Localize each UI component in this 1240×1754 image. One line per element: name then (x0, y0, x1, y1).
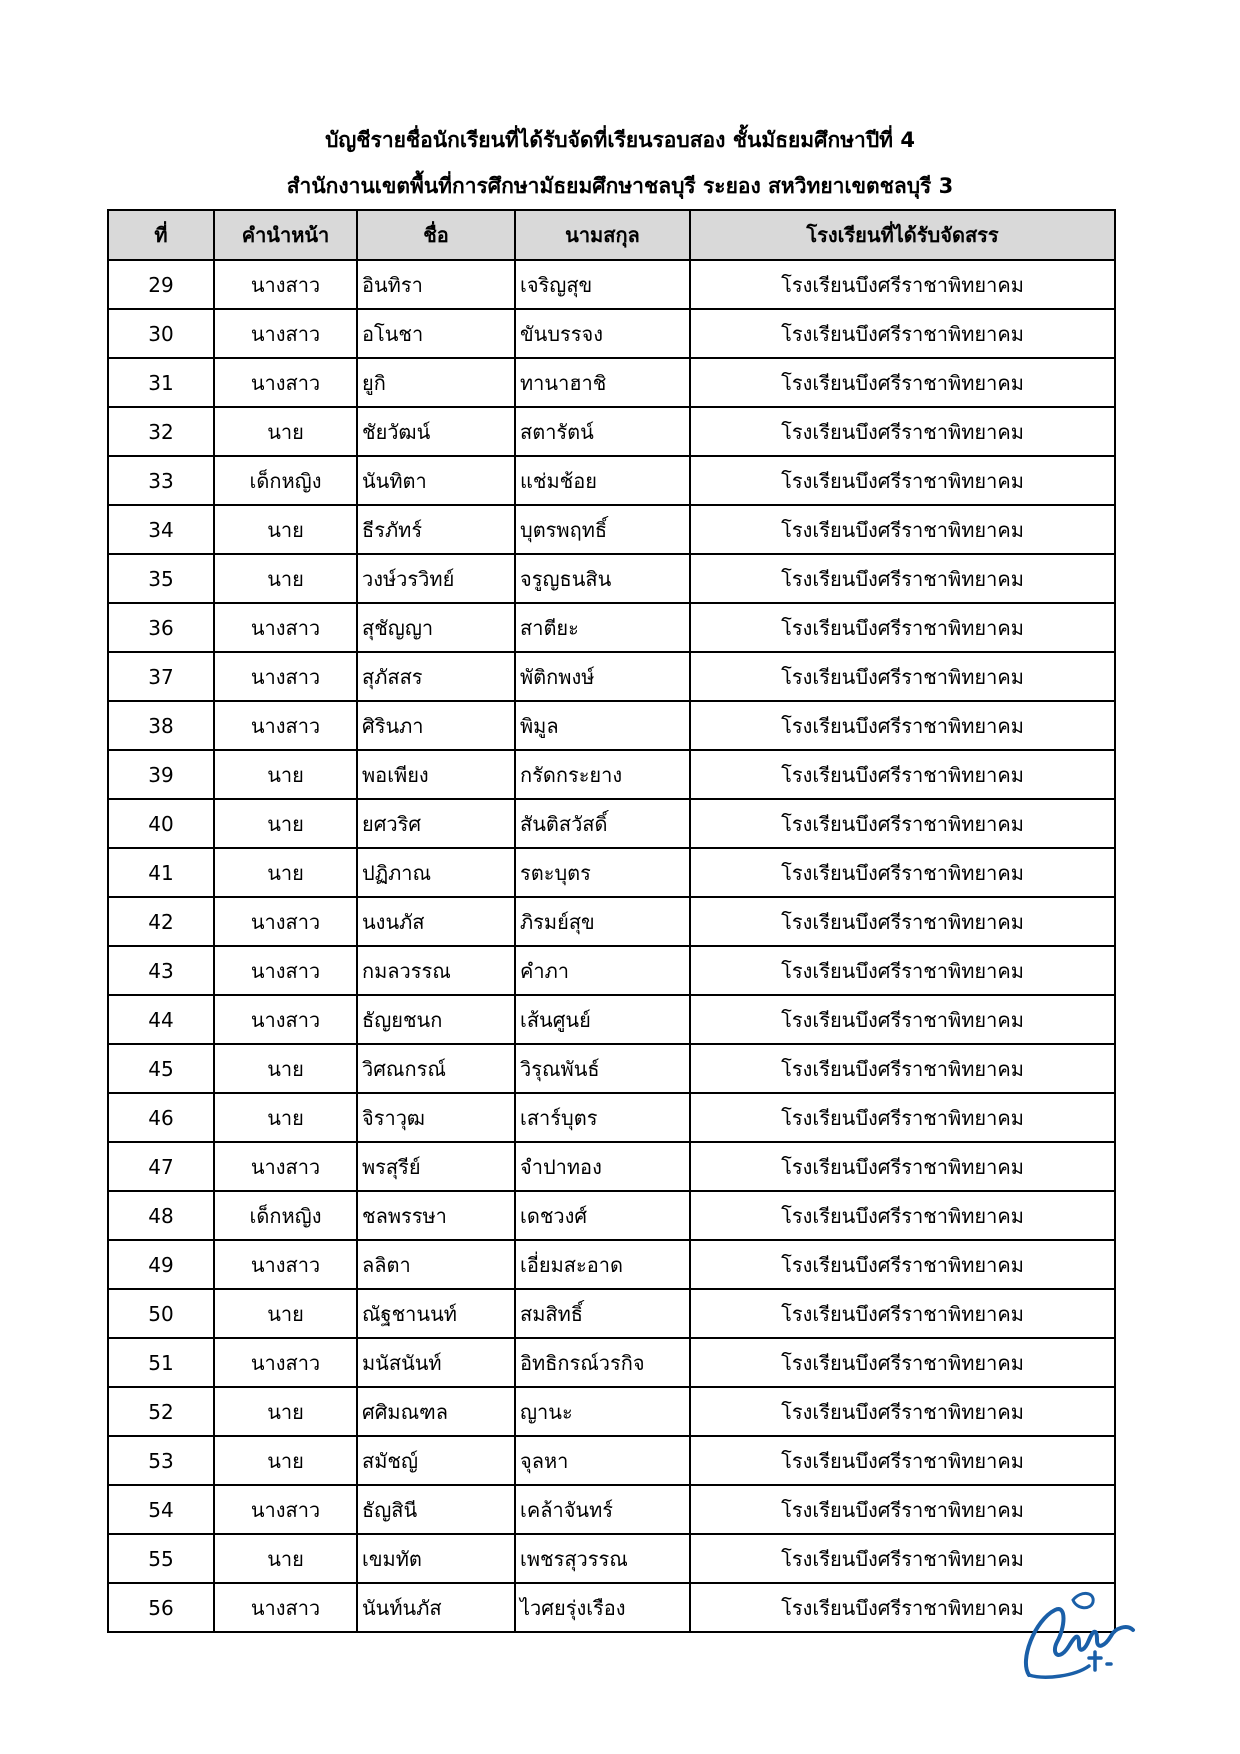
cell-prefix: นางสาว (214, 1338, 357, 1387)
table-row (108, 1191, 1115, 1240)
table-row (108, 897, 1115, 946)
table-row (108, 1534, 1115, 1583)
cell-number: 41 (108, 848, 214, 897)
cell-number: 47 (108, 1142, 214, 1191)
cell-last-name: สมสิทธิ์ (515, 1289, 690, 1338)
cell-last-name: รตะบุตร (515, 848, 690, 897)
table-row (108, 554, 1115, 603)
cell-number: 51 (108, 1338, 214, 1387)
cell-school: โรงเรียนบึงศรีราชาพิทยาคม (690, 897, 1115, 946)
cell-number: 36 (108, 603, 214, 652)
cell-prefix: นาย (214, 1436, 357, 1485)
cell-school: โรงเรียนบึงศรีราชาพิทยาคม (690, 603, 1115, 652)
cell-school: โรงเรียนบึงศรีราชาพิทยาคม (690, 1044, 1115, 1093)
cell-number: 34 (108, 505, 214, 554)
cell-first-name: ธัญสินี (357, 1485, 515, 1534)
cell-number: 31 (108, 358, 214, 407)
table-row (108, 1093, 1115, 1142)
cell-last-name: บุตรพฤทธิ์ (515, 505, 690, 554)
cell-prefix: นาย (214, 1387, 357, 1436)
cell-first-name: อโนชา (357, 309, 515, 358)
cell-last-name: จุลหา (515, 1436, 690, 1485)
cell-first-name: วงษ์วรวิทย์ (357, 554, 515, 603)
cell-number: 54 (108, 1485, 214, 1534)
cell-first-name: พรสุรีย์ (357, 1142, 515, 1191)
cell-prefix: นาย (214, 1093, 357, 1142)
cell-school: โรงเรียนบึงศรีราชาพิทยาคม (690, 1191, 1115, 1240)
cell-last-name: เดชวงศ์ (515, 1191, 690, 1240)
cell-number: 42 (108, 897, 214, 946)
cell-last-name: เพชรสุวรรณ (515, 1534, 690, 1583)
cell-first-name: จิราวุฒ (357, 1093, 515, 1142)
cell-school: โรงเรียนบึงศรีราชาพิทยาคม (690, 1240, 1115, 1289)
cell-number: 46 (108, 1093, 214, 1142)
cell-school: โรงเรียนบึงศรีราชาพิทยาคม (690, 1142, 1115, 1191)
header-prefix: คำนำหน้า (214, 210, 357, 260)
cell-last-name: เคล้าจันทร์ (515, 1485, 690, 1534)
cell-school: โรงเรียนบึงศรีราชาพิทยาคม (690, 1583, 1115, 1632)
cell-school: โรงเรียนบึงศรีราชาพิทยาคม (690, 1289, 1115, 1338)
table-row (108, 1338, 1115, 1387)
cell-number: 52 (108, 1387, 214, 1436)
cell-prefix: นางสาว (214, 260, 357, 309)
cell-first-name: นันทิตา (357, 456, 515, 505)
cell-number: 48 (108, 1191, 214, 1240)
cell-prefix: นางสาว (214, 701, 357, 750)
cell-last-name: เส้นศูนย์ (515, 995, 690, 1044)
cell-last-name: จำปาทอง (515, 1142, 690, 1191)
cell-first-name: ปฏิภาณ (357, 848, 515, 897)
table-row (108, 260, 1115, 309)
cell-prefix: นาย (214, 407, 357, 456)
cell-last-name: ญานะ (515, 1387, 690, 1436)
cell-school: โรงเรียนบึงศรีราชาพิทยาคม (690, 309, 1115, 358)
cell-first-name: สุภัสสร (357, 652, 515, 701)
cell-number: 50 (108, 1289, 214, 1338)
table-row (108, 946, 1115, 995)
cell-first-name: เขมทัต (357, 1534, 515, 1583)
table-body (108, 260, 1115, 1632)
cell-first-name: สมัชญ์ (357, 1436, 515, 1485)
table-row (108, 995, 1115, 1044)
cell-prefix: นางสาว (214, 1485, 357, 1534)
cell-prefix: นาย (214, 1044, 357, 1093)
cell-prefix: นาย (214, 1289, 357, 1338)
table-header-row (108, 210, 1115, 260)
header-school: โรงเรียนที่ได้รับจัดสรร (690, 210, 1115, 260)
cell-prefix: นาย (214, 505, 357, 554)
cell-first-name: วิศณกรณ์ (357, 1044, 515, 1093)
cell-number: 35 (108, 554, 214, 603)
table-row (108, 750, 1115, 799)
cell-last-name: วิรุณพันธ์ (515, 1044, 690, 1093)
header-last-name: นามสกุล (515, 210, 690, 260)
cell-number: 43 (108, 946, 214, 995)
cell-school: โรงเรียนบึงศรีราชาพิทยาคม (690, 456, 1115, 505)
cell-last-name: ทานาฮาชิ (515, 358, 690, 407)
cell-first-name: พอเพียง (357, 750, 515, 799)
cell-school: โรงเรียนบึงศรีราชาพิทยาคม (690, 848, 1115, 897)
cell-prefix: นาย (214, 1534, 357, 1583)
cell-prefix: นางสาว (214, 1240, 357, 1289)
table-row (108, 1289, 1115, 1338)
cell-first-name: ธัญยชนก (357, 995, 515, 1044)
cell-prefix: นางสาว (214, 652, 357, 701)
cell-school: โรงเรียนบึงศรีราชาพิทยาคม (690, 260, 1115, 309)
cell-school: โรงเรียนบึงศรีราชาพิทยาคม (690, 407, 1115, 456)
cell-prefix: เด็กหญิง (214, 1191, 357, 1240)
cell-number: 55 (108, 1534, 214, 1583)
cell-last-name: สตารัตน์ (515, 407, 690, 456)
cell-number: 33 (108, 456, 214, 505)
cell-last-name: อิทธิกรณ์วรกิจ (515, 1338, 690, 1387)
cell-last-name: กรัดกระยาง (515, 750, 690, 799)
cell-prefix: นางสาว (214, 946, 357, 995)
cell-first-name: นันท์นภัส (357, 1583, 515, 1632)
cell-prefix: นาย (214, 554, 357, 603)
cell-school: โรงเรียนบึงศรีราชาพิทยาคม (690, 652, 1115, 701)
cell-school: โรงเรียนบึงศรีราชาพิทยาคม (690, 358, 1115, 407)
table-row (108, 1142, 1115, 1191)
cell-last-name: ไวศยรุ่งเรือง (515, 1583, 690, 1632)
cell-school: โรงเรียนบึงศรีราชาพิทยาคม (690, 1338, 1115, 1387)
cell-last-name: พัติกพงษ์ (515, 652, 690, 701)
cell-first-name: ชลพรรษา (357, 1191, 515, 1240)
table-row (108, 603, 1115, 652)
cell-school: โรงเรียนบึงศรีราชาพิทยาคม (690, 1093, 1115, 1142)
cell-last-name: ขันบรรจง (515, 309, 690, 358)
cell-first-name: ยศวริศ (357, 799, 515, 848)
table-row (108, 1436, 1115, 1485)
table-row (108, 1387, 1115, 1436)
table-row (108, 407, 1115, 456)
cell-prefix: นางสาว (214, 309, 357, 358)
cell-last-name: เอี่ยมสะอาด (515, 1240, 690, 1289)
table-row (108, 1485, 1115, 1534)
cell-school: โรงเรียนบึงศรีราชาพิทยาคม (690, 554, 1115, 603)
table-row (108, 309, 1115, 358)
cell-first-name: ศศิมณฑล (357, 1387, 515, 1436)
cell-prefix: เด็กหญิง (214, 456, 357, 505)
document-title: บัญชีรายชื่อนักเรียนที่ได้รับจัดที่เรียนรอบสอง ชั้นมัธยมศึกษาปีที่ 4 (325, 128, 915, 152)
cell-last-name: แช่มช้อย (515, 456, 690, 505)
cell-first-name: ศิรินภา (357, 701, 515, 750)
cell-first-name: ยูกิ (357, 358, 515, 407)
student-table (107, 209, 1116, 1633)
cell-first-name: นงนภัส (357, 897, 515, 946)
cell-first-name: ชัยวัฒน์ (357, 407, 515, 456)
table-row (108, 456, 1115, 505)
cell-last-name: ภิรมย์สุข (515, 897, 690, 946)
cell-number: 30 (108, 309, 214, 358)
cell-prefix: นางสาว (214, 1142, 357, 1191)
header-number: ที่ (108, 210, 214, 260)
table-row (108, 652, 1115, 701)
cell-last-name: เจริญสุข (515, 260, 690, 309)
cell-school: โรงเรียนบึงศรีราชาพิทยาคม (690, 701, 1115, 750)
cell-number: 53 (108, 1436, 214, 1485)
cell-first-name: สุชัญญา (357, 603, 515, 652)
signature-image (1015, 1580, 1145, 1690)
cell-school: โรงเรียนบึงศรีราชาพิทยาคม (690, 946, 1115, 995)
cell-last-name: สันติสวัสดิ์ (515, 799, 690, 848)
table-row (108, 505, 1115, 554)
cell-number: 49 (108, 1240, 214, 1289)
cell-school: โรงเรียนบึงศรีราชาพิทยาคม (690, 799, 1115, 848)
cell-first-name: ณัฐชานนท์ (357, 1289, 515, 1338)
cell-school: โรงเรียนบึงศรีราชาพิทยาคม (690, 1387, 1115, 1436)
cell-school: โรงเรียนบึงศรีราชาพิทยาคม (690, 1534, 1115, 1583)
cell-number: 44 (108, 995, 214, 1044)
cell-last-name: เสาร์บุตร (515, 1093, 690, 1142)
cell-school: โรงเรียนบึงศรีราชาพิทยาคม (690, 505, 1115, 554)
cell-number: 56 (108, 1583, 214, 1632)
cell-number: 40 (108, 799, 214, 848)
cell-first-name: ลลิตา (357, 1240, 515, 1289)
cell-last-name: สาตียะ (515, 603, 690, 652)
cell-prefix: นางสาว (214, 995, 357, 1044)
cell-number: 39 (108, 750, 214, 799)
cell-prefix: นาย (214, 848, 357, 897)
cell-first-name: มนัสนันท์ (357, 1338, 515, 1387)
cell-number: 32 (108, 407, 214, 456)
cell-prefix: นาย (214, 799, 357, 848)
cell-school: โรงเรียนบึงศรีราชาพิทยาคม (690, 1436, 1115, 1485)
cell-number: 45 (108, 1044, 214, 1093)
cell-number: 37 (108, 652, 214, 701)
cell-prefix: นางสาว (214, 1583, 357, 1632)
cell-prefix: นางสาว (214, 358, 357, 407)
cell-last-name: คำภา (515, 946, 690, 995)
table-row (108, 1044, 1115, 1093)
cell-first-name: ธีรภัทร์ (357, 505, 515, 554)
header-first-name: ชื่อ (357, 210, 515, 260)
cell-school: โรงเรียนบึงศรีราชาพิทยาคม (690, 1485, 1115, 1534)
table-row (108, 1240, 1115, 1289)
table-row (108, 1583, 1115, 1632)
cell-prefix: นางสาว (214, 603, 357, 652)
cell-number: 29 (108, 260, 214, 309)
table-row (108, 799, 1115, 848)
cell-prefix: นางสาว (214, 897, 357, 946)
cell-school: โรงเรียนบึงศรีราชาพิทยาคม (690, 995, 1115, 1044)
table-row (108, 358, 1115, 407)
cell-number: 38 (108, 701, 214, 750)
table-row (108, 701, 1115, 750)
cell-first-name: กมลวรรณ (357, 946, 515, 995)
cell-prefix: นาย (214, 750, 357, 799)
cell-last-name: จรูญธนสิน (515, 554, 690, 603)
document-subtitle: สำนักงานเขตพื้นที่การศึกษามัธยมศึกษาชลบุรี ระยอง สหวิทยาเขตชลบุรี 3 (286, 174, 954, 198)
cell-last-name: พิมูล (515, 701, 690, 750)
cell-first-name: อินทิรา (357, 260, 515, 309)
cell-school: โรงเรียนบึงศรีราชาพิทยาคม (690, 750, 1115, 799)
table-row (108, 848, 1115, 897)
